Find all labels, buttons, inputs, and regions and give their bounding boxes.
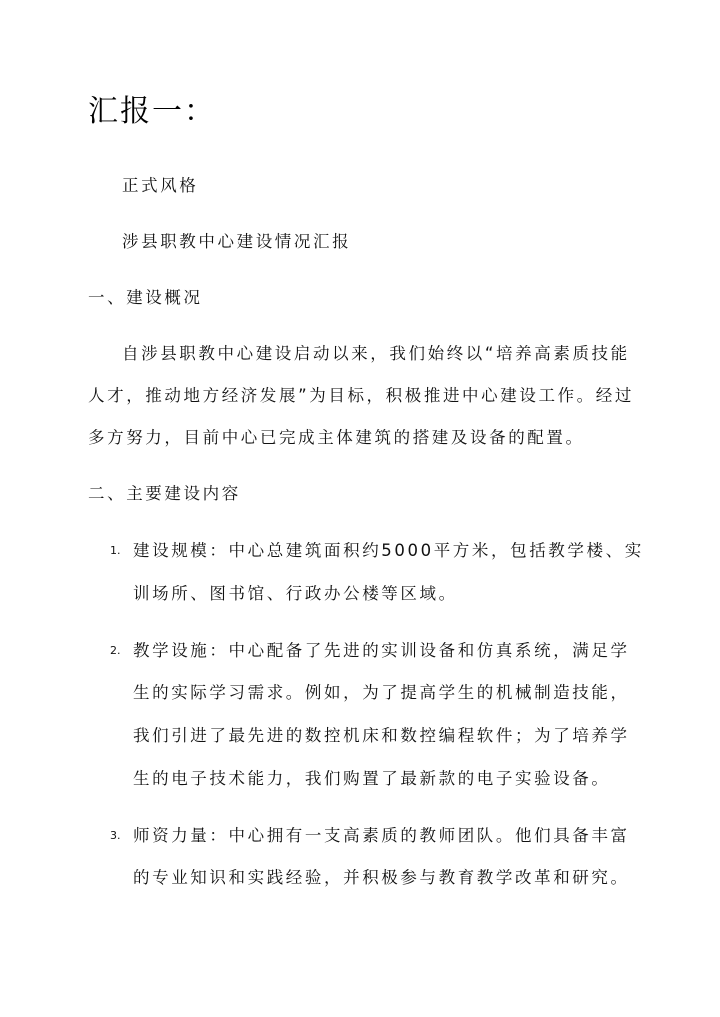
section1-line: 多方努力，目前中心已完成主体建筑的搭建及设备的配置。 (88, 428, 585, 447)
section2-heading: 二、主要建设内容 (88, 484, 241, 503)
item-line: 的专业知识和实践经验，并积极参与教育教学改革和研究。 (133, 868, 630, 887)
document-title: 汇报一： (88, 94, 216, 129)
item-line: 建设规模：中心总建筑面积约5000平方米，包括教学楼、实 (133, 541, 644, 560)
item-line: 训场所、图书馆、行政办公楼等区域。 (133, 584, 458, 603)
item-number: 2. (110, 644, 121, 657)
item-number: 3. (110, 829, 121, 842)
item-line: 生的电子技术能力，我们购置了最新款的电子实验设备。 (133, 769, 611, 788)
item-line: 生的实际学习需求。例如，为了提高学生的机械制造技能， (133, 683, 630, 702)
section1-line: 人才，推动地方经济发展”为目标，积极推进中心建设工作。经过 (88, 386, 634, 405)
report-title: 涉县职教中心建设情况汇报 (122, 232, 352, 251)
section1-heading: 一、建设概况 (88, 288, 203, 307)
item-number: 1. (110, 544, 121, 557)
item-line: 我们引进了最先进的数控机床和数控编程软件；为了培养学 (133, 726, 630, 745)
item-line: 师资力量：中心拥有一支高素质的教师团队。他们具备丰富 (133, 826, 630, 845)
style-label: 正式风格 (122, 176, 199, 195)
section1-line: 自涉县职教中心建设启动以来，我们始终以“培养高素质技能 (122, 344, 630, 363)
item-line: 教学设施：中心配备了先进的实训设备和仿真系统，满足学 (133, 641, 630, 660)
